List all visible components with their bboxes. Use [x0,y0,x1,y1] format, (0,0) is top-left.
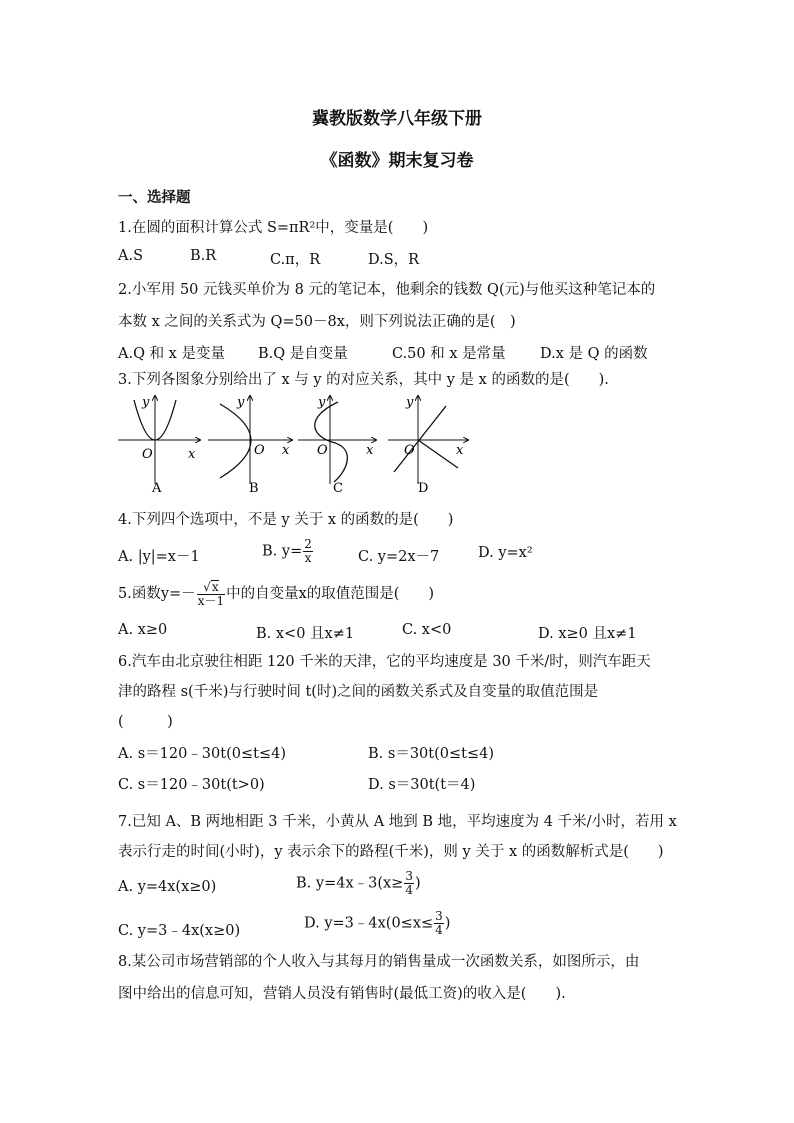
question-2-line1: 2.小军用 50 元钱买单价为 8 元的笔记本，他剩余的钱数 Q(元)与他买这种笔记本的 [118,282,656,298]
q5-option-c: C. x<0 [402,622,452,638]
fraction-numerator: 2 [304,537,312,551]
q7-option-c: C. y=3﹣4x(x≥0) [118,923,241,939]
graph-c-x-label: x [366,443,374,458]
q7-option-d-fraction [434,910,444,937]
q5-option-d: D. x≥0 且x≠1 [538,626,637,642]
graph-a [118,395,200,496]
fraction-denominator: x－1 [197,594,225,608]
question-2-line2: 本数 x 之间的关系式为 Q=50－8x，则下列说法正确的是( ) [118,314,516,330]
graph-b-origin: O [254,443,265,458]
graph-c-label: C [333,481,343,496]
q5-prefix: 5.函数y=－ [118,586,196,602]
graph-d-label: D [418,481,429,496]
q1-option-a: A.S [118,248,144,264]
fraction-numerator: √x [197,580,225,595]
graph-c-curve [315,402,348,482]
graph-d [388,395,468,496]
question-8-line1: 8.某公司市场营销部的个人收入与其每月的销售量成一次函数关系，如图所示，由 [118,954,640,970]
q7-option-b-suffix: ) [414,875,421,892]
graph-b-y-label: y [237,395,245,410]
graph-c [298,395,376,496]
q4-option-c: C. y=2x－7 [358,549,440,565]
graph-d-line-2 [418,440,458,468]
graph-c-origin: O [317,443,328,458]
q4-option-b-prefix: B. y= [262,543,303,560]
question-6-line3: ( ) [118,714,173,730]
q5-option-b: B. x<0 且x≠1 [256,626,355,642]
graph-b-x-label: x [282,443,290,458]
fraction-numerator: 3 [435,909,443,923]
question-5-stem [118,580,434,608]
fraction-numerator: 3 [405,869,413,883]
q7-option-b [296,870,421,897]
question-8-line2: 图中给出的信息可知，营销人员没有销售时(最低工资)的收入是( ). [118,986,566,1002]
q4-option-d: D. y=x² [478,545,533,561]
section-heading: 一、选择题 [118,189,191,206]
graph-c-y-label: y [318,395,326,410]
q2-option-a: A.Q 和 x 是变量 [118,346,225,362]
question-3-stem: 3.下列各图象分别给出了 x 与 y 的对应关系，其中 y 是 x 的函数的是( ). [118,372,609,388]
sqrt-radicand: x [211,580,219,594]
fraction-denominator: 4 [435,923,443,937]
q4-option-b [262,538,314,565]
doc-title: 冀教版数学八年级下册 [312,109,482,129]
question-4-stem: 4.下列四个选项中，不是 y 关于 x 的函数的是( ) [118,512,454,528]
q1-option-d: D.S，R [368,252,420,268]
q7-option-d-prefix: D. y=3﹣4x(0≤x≤ [304,915,434,932]
q7-option-a: A. y=4x(x≥0) [118,879,217,895]
q3-graphs-figure [112,392,482,497]
graph-a-y-label: y [142,395,150,410]
q2-option-d: D.x 是 Q 的函数 [540,346,648,362]
graph-a-x-label: x [188,447,196,462]
q6-option-b: B. s＝30t(0≤t≤4) [368,746,494,762]
question-6-line2: 津的路程 s(千米)与行驶时间 t(时)之间的函数关系式及自变量的取值范围是 [118,684,599,700]
q6-option-c: C. s＝120﹣30t(t>0) [118,777,265,793]
graph-a-label: A [152,481,162,496]
fraction-denominator: 4 [405,883,413,897]
q7-option-b-prefix: B. y=4x﹣3(x≥ [296,875,404,892]
doc-subtitle: 《函数》期末复习卷 [320,151,474,171]
q2-option-b: B.Q 是自变量 [258,346,348,362]
question-7-line1: 7.已知 A、B 两地相距 3 千米，小黄从 A 地到 B 地，平均速度为 4 千米/小时，若用 x [118,814,677,830]
graph-a-origin: O [142,447,153,462]
graph-b-label: B [249,481,259,496]
q5-suffix: 中的自变量x的取值范围是( ) [226,586,435,602]
q4-option-b-fraction [303,538,313,565]
graph-b [208,395,292,496]
q7-option-b-fraction [404,870,414,897]
graph-d-origin: O [404,443,415,458]
q7-option-d-suffix: ) [444,915,451,932]
graph-d-y-label: y [406,395,414,410]
q6-option-d: D. s＝30t(t＝4) [368,777,476,793]
q2-option-c: C.50 和 x 是常量 [392,346,506,362]
q7-option-d [304,910,450,937]
question-7-line2: 表示行走的时间(小时)，y 表示余下的路程(千米)，则 y 关于 x 的函数解析式是( ) [118,844,664,860]
q1-option-c: C.π，R [270,252,321,268]
q6-option-a: A. s＝120﹣30t(0≤t≤4) [118,746,286,762]
question-1-stem: 1.在圆的面积计算公式 S=πR²中，变量是( ) [118,220,429,236]
q5-option-a: A. x≥0 [118,622,168,638]
fraction-denominator: x [304,551,312,565]
graph-d-x-label: x [456,443,464,458]
graph-d-line-1 [394,406,446,472]
q4-option-a: A. |y|=x－1 [118,549,200,565]
q5-fraction [197,580,225,608]
graph-b-curve [220,404,251,478]
q1-option-b: B.R [190,248,217,264]
question-6-line1: 6.汽车由北京驶往相距 120 千米的天津，它的平均速度是 30 千米/时，则汽车距天 [118,654,651,670]
